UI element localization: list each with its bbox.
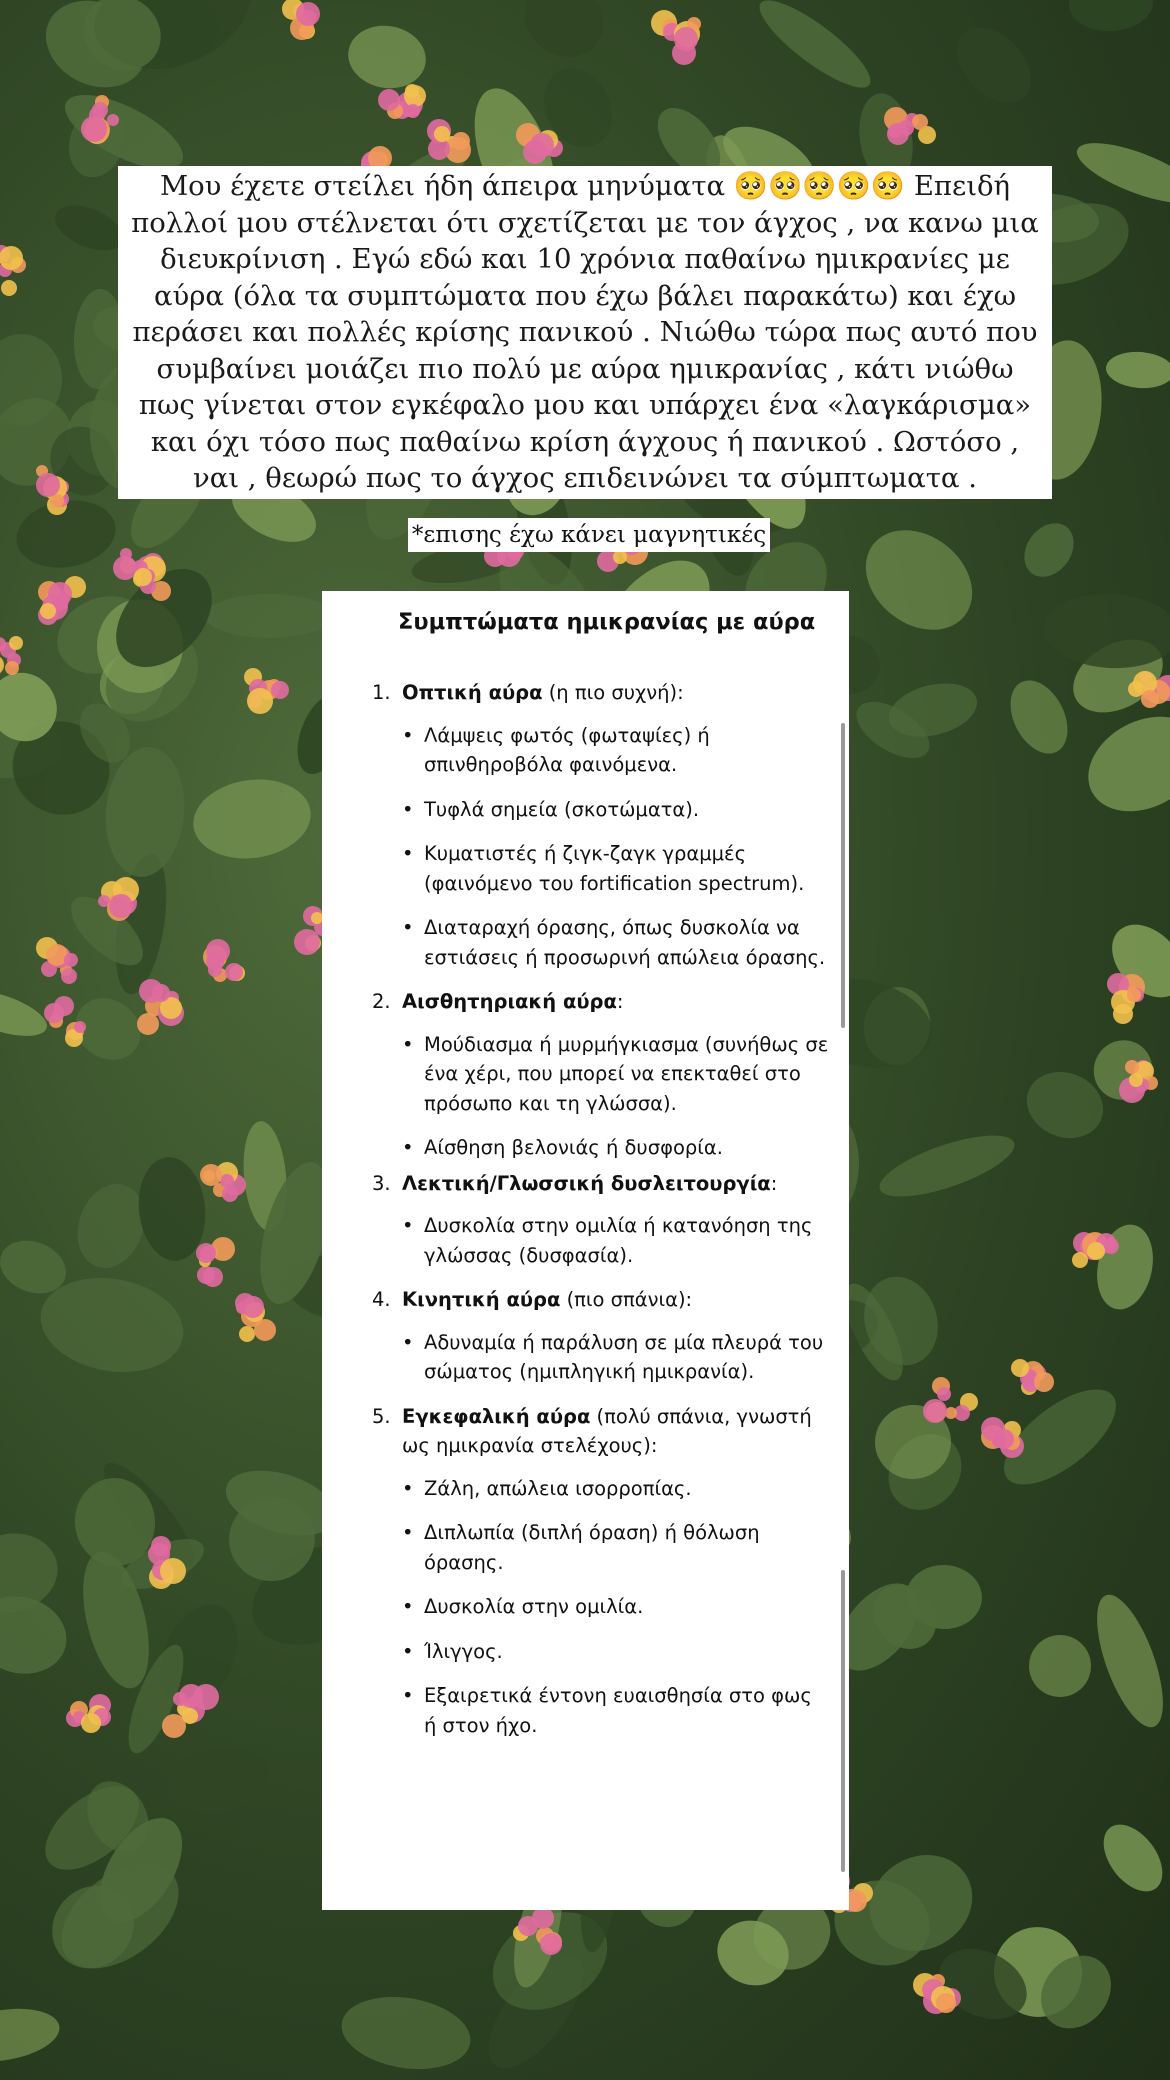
bullet-icon: • (402, 1639, 414, 1663)
bullet-icon: • (402, 1684, 414, 1707)
flower-cluster (427, 119, 471, 163)
section-number: 2. (372, 990, 391, 1013)
list-item (402, 1518, 829, 1577)
leaf-shape (846, 510, 992, 651)
list-item (402, 1211, 829, 1270)
symptom-list (402, 1211, 829, 1270)
list-item-text: Ζάλη, απώλεια ισορροπίας. (424, 1476, 692, 1500)
section-heading-note: (πιο σπάνια): (560, 1288, 693, 1311)
list-item (402, 1030, 829, 1119)
list-item (402, 1681, 829, 1740)
list-item (402, 1592, 829, 1622)
leaf-shape (205, 594, 333, 638)
leaf-shape (1084, 1587, 1170, 1735)
bullet-icon: • (402, 1032, 414, 1056)
bullet-icon: • (402, 1476, 414, 1500)
list-item-text: Μούδιασμα ή μυρμήγκιασμα (συνήθως σε ένα χέρι, που μπορεί να επεκταθεί στο πρόσωπο και τη γλώσσα). (424, 1032, 829, 1115)
bullet-icon: • (402, 1214, 414, 1237)
leaf-shape (943, 13, 1046, 117)
section-visual-aura (372, 678, 829, 972)
section-heading (402, 678, 829, 708)
flower-cluster (378, 84, 426, 119)
bullet-icon: • (402, 723, 414, 747)
section-speech-dysfunction (372, 1169, 829, 1271)
leaf-shape (1021, 1627, 1099, 1705)
flower-cluster (66, 1694, 111, 1733)
section-heading-note: (η πιο συχνή): (542, 681, 684, 704)
leaf-shape (1092, 1814, 1170, 1902)
leaf-shape (999, 671, 1079, 763)
symptom-list (402, 1328, 829, 1387)
leaf-shape (1072, 698, 1170, 830)
list-item-text: Κυματιστές ή ζιγκ-ζαγκ γραμμές (φαινόμενο του fortification spectrum). (424, 842, 805, 895)
flower-cluster (923, 1377, 978, 1423)
leaf-shape (100, 744, 189, 880)
section-heading-bold: Οπτική αύρα (402, 681, 543, 704)
list-item (402, 913, 829, 972)
bullet-icon: • (402, 1521, 414, 1544)
section-heading-bold: Εγκεφαλική αύρα (402, 1404, 591, 1428)
symptoms-card (322, 591, 849, 1910)
flower-cluster (651, 10, 701, 65)
list-item-text: Εξαιρετικά έντονη ευαισθησία στο φως ή στον ήχο. (424, 1684, 812, 1737)
flower-cluster (235, 1293, 276, 1342)
story-text-box (118, 166, 1052, 499)
list-item-text: Διαταραχή όρασης, όπως δυσκολία να εστιάσεις ή προσωρινή απώλεια όρασης. (424, 916, 826, 969)
symptom-list (402, 1474, 829, 1741)
bullet-icon: • (402, 1136, 414, 1159)
bullet-icon: • (402, 1595, 414, 1618)
flower-cluster (137, 979, 184, 1035)
section-heading (402, 1402, 829, 1461)
list-item-text: Δυσκολία στην ομιλία. (424, 1595, 644, 1618)
list-item (402, 1133, 829, 1163)
mri-note-text: *επισης έχω κάνει μαγνητικές (411, 522, 767, 548)
section-heading (402, 1169, 829, 1199)
leaf-shape (188, 772, 316, 866)
list-item-text: Ίλιγγος. (424, 1639, 503, 1663)
flower-cluster (282, 0, 320, 40)
leaf-shape (343, 20, 431, 95)
flower-cluster (244, 668, 289, 714)
bullet-icon: • (402, 916, 414, 939)
section-number: 1. (372, 681, 391, 704)
leaf-shape (161, 1739, 275, 1822)
section-number: 4. (372, 1288, 391, 1311)
section-heading-note: : (616, 990, 624, 1013)
list-item-text: Τυφλά σημεία (σκοτώματα). (424, 797, 700, 821)
section-heading-bold: Κινητική αύρα (402, 1288, 561, 1311)
leaf-shape (1105, 350, 1170, 391)
flower-cluster (981, 1417, 1024, 1458)
leaf-shape (510, 0, 619, 72)
bullet-icon: • (402, 1330, 414, 1354)
flower-cluster (0, 636, 23, 675)
flower-cluster (1011, 1359, 1054, 1395)
section-brainstem-aura (372, 1402, 829, 1741)
section-heading-bold: Λεκτική/Γλωσσική δυσλειτουργία (402, 1171, 771, 1195)
flower-cluster (200, 1162, 246, 1202)
section-number: 5. (372, 1404, 391, 1428)
leaf-shape (1068, 0, 1155, 33)
flower-cluster (44, 996, 86, 1047)
leaf-shape (1070, 131, 1170, 215)
list-item-text: Αδυναμία ή παράλυση σε μία πλευρά του σώματος (ημιπληγική ημικρανία). (424, 1330, 824, 1383)
list-item (402, 795, 829, 825)
section-heading (402, 987, 829, 1017)
leaf-shape (1014, 514, 1084, 587)
section-motor-aura (372, 1285, 829, 1387)
leaf-shape (0, 2002, 63, 2069)
list-item (402, 839, 829, 898)
symptom-list (402, 1030, 829, 1163)
flower-cluster (36, 937, 78, 984)
card-title: Συμπτώματα ημικρανίας με αύρα (398, 609, 816, 635)
leaf-shape (336, 1988, 475, 2077)
story-text: Μου έχετε στείλει ήδη άπειρα μηνύματα 🥺🥺🥺🥺🥺 Επειδή πολλοί μου στέλνεται ότι σχετίζεται με τον άγχος , να κανω μια διευκρίνιση . Εγώ εδώ και 10 χρόνια παθαίνω ημικρανίες με αύρα (όλα τα συμπτώματα που έχω βάλει παρακάτω) και έχω περάσει και πολλές κρίσης πανικού . Νιώθω τώρα πως αυτό που συμβαίνει μοιάζει πιο πολύ με αύρα ημικρανίας , κάτι νιώθω πως γίνεται στον εγκέφαλο μου και υπάρχει ένα «λαγκάρισμα» και όχι τόσο πως παθαίνω κρίση άγχους ή πανικού . Ωστόσο , ναι , θεωρώ πως το άγχος επιδεινώνει τα σύμπτωματα . (131, 170, 1039, 495)
flower-cluster (203, 939, 245, 982)
section-heading-bold: Αισθητηριακή αύρα (402, 990, 617, 1013)
leaf-shape (1041, 590, 1170, 671)
section-heading (402, 1285, 829, 1315)
list-item (402, 1328, 829, 1387)
section-heading-note: (πολύ σπάνια, γνωστή ως ημικρανία στελέχους): (402, 1404, 812, 1457)
scrollbar-thumb (841, 1570, 845, 1872)
flower-cluster (0, 245, 26, 296)
leaf-shape (873, 1123, 1021, 1209)
list-item-text: Δυσκολία στην ομιλία ή κατανόηση της γλώσσας (δυσφασία). (424, 1214, 813, 1267)
leaf-shape (749, 0, 880, 100)
list-item (402, 1474, 829, 1504)
list-item-text: Αίσθηση βελονιάς ή δυσφορία. (424, 1136, 723, 1159)
list-item (402, 1637, 829, 1667)
list-item-text: Λάμψεις φωτός (φωταψίες) ή σπινθηροβόλα φαινόμενα. (424, 723, 710, 776)
section-number: 3. (372, 1171, 391, 1195)
section-sensory-aura (372, 987, 829, 1163)
scrollbar-thumb (841, 723, 845, 1028)
list-item (402, 721, 829, 780)
mri-note-label (408, 518, 770, 552)
bullet-icon: • (402, 797, 414, 821)
symptom-list (402, 721, 829, 973)
bullet-icon: • (402, 842, 414, 865)
list-item-text: Διπλωπία (διπλή όραση) ή θόλωση όρασης. (424, 1521, 760, 1574)
flower-cluster (196, 1237, 235, 1287)
flower-cluster (1107, 973, 1145, 1024)
section-heading-note: : (770, 1171, 778, 1195)
